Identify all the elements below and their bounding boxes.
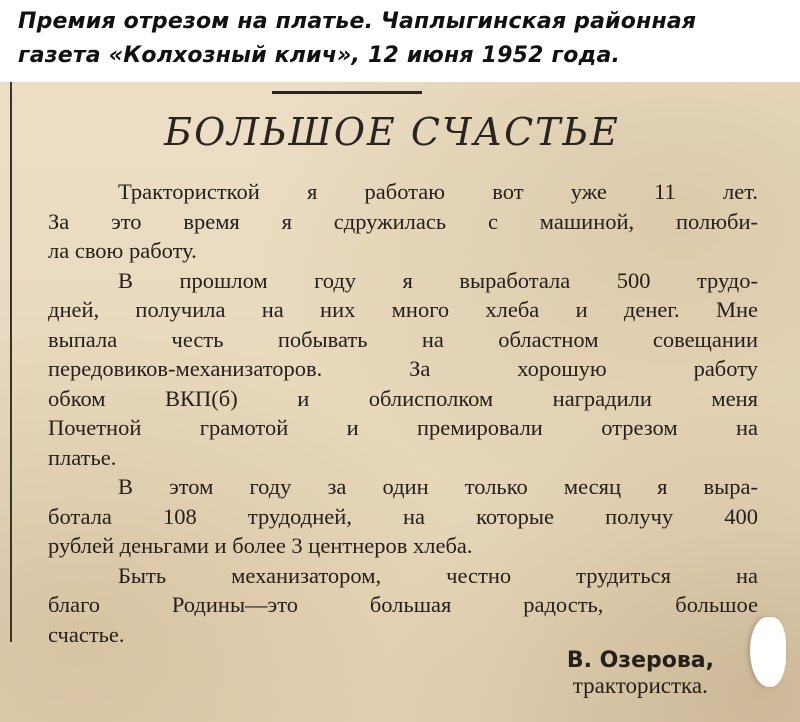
article-line: Почетной грамотой и премировали отрезом на (48, 415, 758, 440)
article-line: обком ВКП(б) и облисполком наградили меня (48, 385, 758, 411)
article-line: выпала честь побывать на областном совещании (48, 326, 758, 352)
article-line: Быть механизатором, честно трудиться на (118, 562, 758, 588)
article-title: БОЛЬШОЕ СЧАСТЬЕ (164, 110, 620, 154)
top-divider-rule (272, 91, 422, 94)
article-line: благо Родины—это большая радость, большое (48, 592, 758, 617)
photo-caption (0, 0, 800, 80)
author-name: В. Озерова, (566, 648, 714, 673)
article-line: ботала 108 трудодней, на которые получу 400 (48, 503, 758, 529)
article-line: платье. (48, 444, 117, 470)
article-body (48, 177, 768, 649)
caption-line-2: газета «Колхозный клич», 12 июня 1952 года. (18, 43, 621, 68)
column-rule (10, 82, 12, 642)
article-line: За это время я сдружилась с машиной, полюби- (48, 208, 758, 234)
article-line: счастье. (48, 621, 125, 647)
article-line: В прошлом году я выработала 500 трудо- (118, 267, 758, 293)
article-line: Трактористкой я работаю вот уже 11 лет. (118, 179, 758, 204)
article-line: ла свою работу. (48, 238, 197, 263)
author-role: трактористка. (572, 673, 708, 698)
caption-line-1: Премия отрезом на платье. Чаплыгинская районная (18, 9, 697, 34)
article-line: рублей деньгами и более 3 центнеров хлеба. (48, 533, 473, 558)
newspaper-clipping (0, 82, 800, 722)
author-signature (567, 648, 714, 699)
article-line: дней, получила на них много хлеба и денег. Мне (48, 297, 758, 322)
article-line: передовиков-механизаторов. За хорошую работу (48, 356, 758, 381)
article-line: В этом году за один только месяц я выра- (118, 474, 758, 499)
